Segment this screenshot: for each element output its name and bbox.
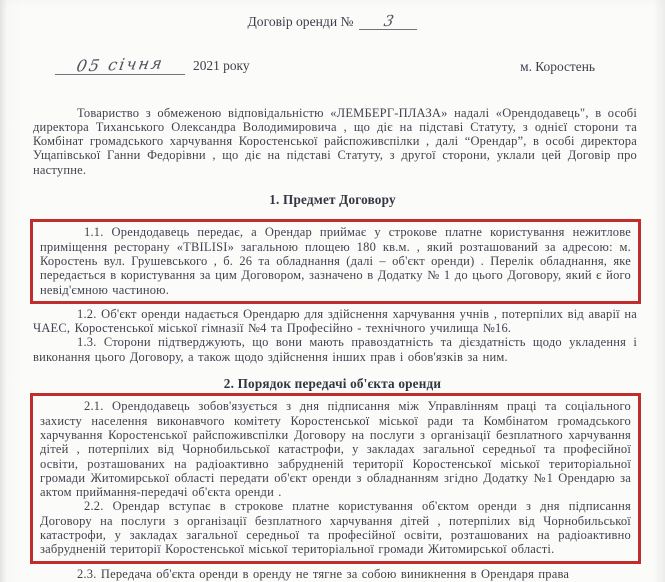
preamble-paragraph: Товариство з обмеженою відповідальністю «ЛЕМБЕРГ-ПЛАЗА» надалі «Орендодавець", в особі директора Тиханського Олександра Володимировича , що діє на підставі Статуту, з однієї сторони та Комбінат громадського харчування Коростенської райспоживспілки , далі “Орендар”, в особі директора Ущапівської Ганни Федорівни , що діє на підставі Статуту, з другої сторони, уклали цей Договір про наступне. bbox=[33, 105, 637, 177]
clause-1-3: 1.3. Сторони підтверджують, що вони мають правоздатність та дієздатність щодо укладення і виконання цього Договору, а також щодо здійснення інших прав і обов'язків за ним. bbox=[33, 335, 637, 364]
date-handwritten-line bbox=[55, 53, 185, 76]
highlight-box-clauses-2-1-2-2 bbox=[30, 393, 641, 563]
city-label: м. Коростень bbox=[520, 59, 595, 75]
clause-1-2: 1.2. Об'єкт оренди надається Орендарю для здійснення харчування учнів , потерпілих від аварії на ЧАЕС, Коростенської міської гімназії №4 та Професійно - технічного училища №16. bbox=[33, 306, 637, 336]
document-title bbox=[0, 11, 665, 31]
contract-number-handwritten: 3 bbox=[382, 11, 395, 31]
clause-1-1: 1.1. Орендодавець передає, а Орендар приймає у строкове платне користування нежитлове приміщення ресторану «TBILISI» загальною площею 180 кв.м. , який розташований за адресою: м. Коростень вул. Грушевського , б. 26 та обладнання (далі – об'єкт оренди) . Перелік обладнання, яке передається в користування за цим Договором, зазначено в Додатку № 1 до цього Договору, який є його невід'ємною частиною. bbox=[40, 225, 631, 297]
document-title-text: Договір оренди № bbox=[247, 14, 354, 29]
section-1-heading: 1. Предмет Договору bbox=[269, 192, 396, 208]
date-block bbox=[55, 53, 250, 76]
clause-2-2: 2.2. Орендар вступає в строкове платне користування об'єктом оренди з дня підписання Договору на послуги з організації безплатного харчування дітей , потерпілих від Чорнобильської катастрофи, у закладах загальної середньої та професійної освіти, розташованих на радіоактивно забрудненій території Коростенської міської територіальної громади Житомирської області. bbox=[40, 499, 631, 557]
date-year-printed: 2021 року bbox=[193, 58, 250, 74]
highlight-box-clause-1-1 bbox=[30, 219, 641, 303]
clause-2-3-partial: 2.3. Передача об'єкта оренди в оренду не тягне за собою виникнення в Орендаря права bbox=[77, 566, 570, 581]
date-handwritten: 05 січня bbox=[74, 53, 166, 76]
contract-number-line bbox=[359, 11, 417, 31]
section-2-heading: 2. Порядок передачі об'єкта оренди bbox=[223, 376, 442, 392]
date-city-row bbox=[0, 53, 665, 76]
clause-2-1: 2.1. Орендодавець зобов'язується з дня підписання між Управлінням праці та соціального захисту населення виконавчого комітету Коростенської міської ради та Комбінатом громадського харчування Коростенської райспоживспілки Договору на послуги з організації безплатного харчування дітей , потерпілих від Чорнобильської катастрофи, у закладах загальної середньої та професійної освіти, розташованих на радіоактивно забрудненій території Коростенської міської територіальної громади Житомирської області передати об'єкт оренди з обладнанням згідно Додатку №1 Орендарю за актом приймання-передачі об'єкта оренди . bbox=[40, 399, 631, 500]
